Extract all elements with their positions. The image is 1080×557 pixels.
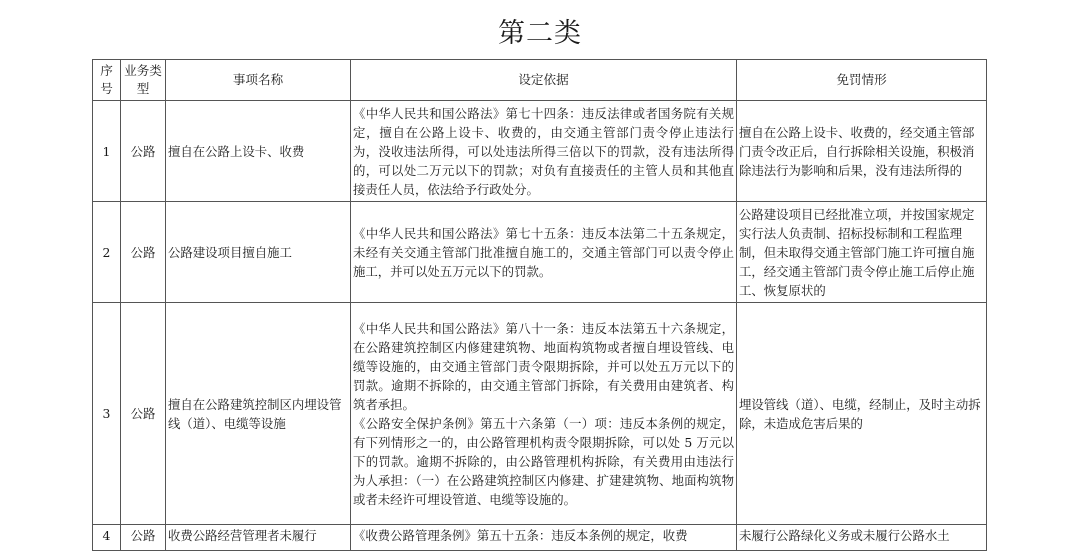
row-business-type: 公路: [121, 101, 166, 202]
row-legal-basis: 《中华人民共和国公路法》第七十四条：违反法律或者国务院有关规定，擅自在公路上设卡、收费的，由交通主管部门责令停止违法行为，没收违法所得，可以处违法所得三倍以下的罚款，没有违法所得的，可以处二万元以下的罚款；对负有直接责任的主管人员和其他直接责任人员，依法给予行政处分。: [351, 101, 737, 202]
col-header-basis: 设定依据: [351, 60, 737, 101]
col-header-type: 业务类型: [121, 60, 166, 101]
col-header-name: 事项名称: [166, 60, 351, 101]
items-table: [92, 59, 987, 551]
page-title: 第二类: [498, 18, 582, 49]
col-header-no: 序号: [93, 60, 121, 101]
row-business-type: 公路: [121, 303, 166, 525]
row-item-name: 擅自在公路上设卡、收费: [166, 101, 351, 202]
row-legal-basis: 《中华人民共和国公路法》第七十五条：违反本法第二十五条规定，未经有关交通主管部门批准擅自施工的，交通主管部门可以责令停止施工，并可以处五万元以下的罚款。: [351, 202, 737, 303]
row-exemption: 擅自在公路上设卡、收费的，经交通主管部门责令改正后，自行拆除相关设施，积极消除违法行为影响和后果，没有违法所得的: [737, 101, 987, 202]
row-number: 4: [93, 525, 121, 551]
row-number: 2: [93, 202, 121, 303]
table-header-row: [93, 60, 987, 101]
row-business-type: 公路: [121, 525, 166, 551]
row-item-name: 擅自在公路建筑控制区内埋设管线（道）、电缆等设施: [166, 303, 351, 525]
row-exemption: 埋设管线（道）、电缆，经制止，及时主动拆除，未造成危害后果的: [737, 303, 987, 525]
row-number: 1: [93, 101, 121, 202]
row-item-name: 公路建设项目擅自施工: [166, 202, 351, 303]
row-number: 3: [93, 303, 121, 525]
row-legal-basis: 《中华人民共和国公路法》第八十一条：违反本法第五十六条规定，在公路建筑控制区内修建建筑物、地面构筑物或者擅自埋设管线、电缆等设施的，由交通主管部门责令限期拆除，并可以处五万元以下的罚款。逾期不拆除的，由交通主管部门拆除，有关费用由建筑者、构筑者承担。 《公路安全保护条例》第五十六条第（一）项：违反本条例的规定，有下列情形之一的，由公路管理机构责令限期拆除，可以处 5 万元以下的罚款。逾期不拆除的，由公路管理机构拆除，有关费用由违法行为人承担：（一）在公路建筑控制区内修建、扩建建筑物、地面构筑物或者未经许可埋设管道、电缆等设施的。: [351, 303, 737, 525]
table-row: [93, 202, 987, 303]
row-item-name: 收费公路经营管理者未履行: [166, 525, 351, 551]
table-row: [93, 303, 987, 525]
col-header-exempt: 免罚情形: [737, 60, 987, 101]
row-business-type: 公路: [121, 202, 166, 303]
row-exemption: 未履行公路绿化义务或未履行公路水土: [737, 525, 987, 551]
table-row: [93, 101, 987, 202]
row-exemption: 公路建设项目已经批准立项，并按国家规定实行法人负责制、招标投标制和工程监理制，但未取得交通主管部门施工许可擅自施工，经交通主管部门责令停止施工后停止施工、恢复原状的: [737, 202, 987, 303]
table-row: [93, 525, 987, 551]
row-legal-basis: 《收费公路管理条例》第五十五条：违反本条例的规定，收费: [351, 525, 737, 551]
